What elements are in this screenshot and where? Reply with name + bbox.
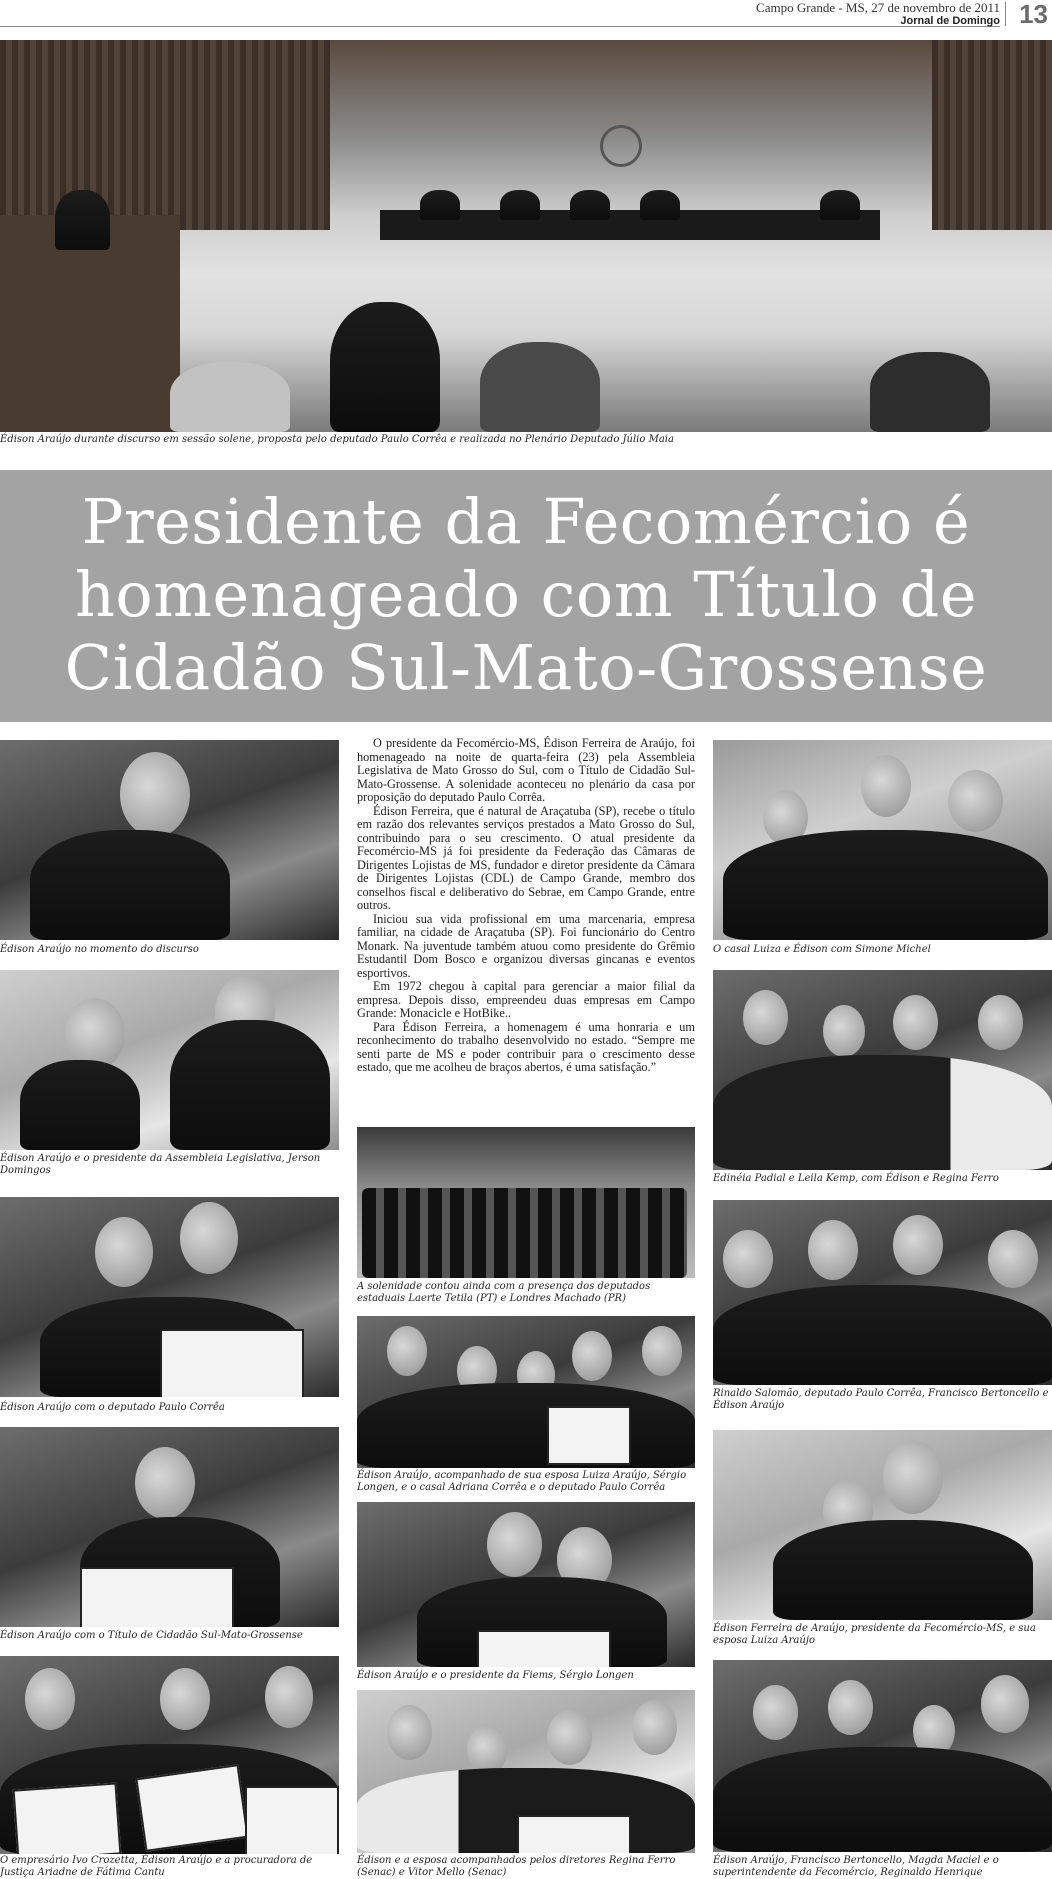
photo-fiems-president	[357, 1502, 695, 1667]
photo-wife-guests	[357, 1316, 695, 1468]
headline-line-1: Presidente da Fecomércio é	[81, 485, 971, 558]
caption-middle-4: Édison e a esposa acompanhados pelos diretores Regina Ferro (Senac) e Vitor Mello (Senac)	[357, 1855, 676, 1878]
caption-right-2: Edinéia Padial e Leila Kemp, com Édison e Regina Ferro	[713, 1173, 999, 1184]
photo-assembly-president	[0, 970, 339, 1150]
caption-right-1: O casal Luiza e Édison com Simone Michel	[713, 944, 931, 955]
article-paragraph: Em 1972 chegou à capital para gerenciar a maior filial da empresa. Depois disso, empreendeu duas empresas em Campo Grande: Monacicle e HotBike..	[357, 979, 695, 1020]
caption-left-2: Édison Araújo e o presidente da Assembleia Legislativa, Jerson Domingos	[0, 1153, 321, 1176]
hero-photo	[0, 40, 1052, 432]
headline-line-2: homenageado com Título de	[74, 558, 978, 631]
page-number: 13	[1019, 0, 1048, 29]
header-separator	[1005, 2, 1006, 26]
photo-bertoncello-maciel	[713, 1660, 1052, 1852]
article-paragraph: Para Édison Ferreira, a homenagem é uma honraria e um reconhecimento do trabalho desenvolvido no estado. “Sempre me senti parte de MS e poder contribuir para o crescimento desse estado, que me acolheu de braços abertos, é uma satisfação.”	[357, 1019, 695, 1074]
caption-middle-2: Édison Araújo, acompanhado de sua esposa Luiza Araújo, Sérgio Longen, e o casal Adriana Corrêa e o deputado Paulo Corrêa	[357, 1470, 687, 1493]
article-paragraph: O presidente da Fecomércio-MS, Édison Ferreira de Araújo, foi homenageado na noite de quarta-feira (23) pela Assembleia Legislativa de Mato Grosso do Sul, com o Título de Cidadão Sul-Mato-Grossense. A solenidade aconteceu no plenário da casa por proposição do deputado Paulo Corrêa.	[357, 736, 695, 804]
caption-right-4: Édison Ferreira de Araújo, presidente da Fecomércio-MS, e sua esposa Luiza Araújo	[713, 1623, 1036, 1646]
photo-rinaldo-salomao	[713, 1200, 1052, 1385]
headline	[0, 485, 1052, 704]
hero-caption: Édison Araújo durante discurso em sessão solene, proposta pelo deputado Paulo Corrêa e realizada no Plenário Deputado Júlio Maia	[0, 434, 674, 445]
photo-paulo-correa	[0, 1197, 339, 1397]
article-paragraph: Iniciou sua vida profissional em uma marcenaria, empresa familiar, na cidade de Araçatuba (SP). Foi funcionário do Centro Monark. Na juventude também atuou como presidente do Grêmio Estudantil Dom Bosco e organizou diversas gincanas e eventos esportivos.	[357, 911, 695, 980]
caption-left-4: Édison Araújo com o Título de Cidadão Sul-Mato-Grossense	[0, 1630, 303, 1641]
caption-left-3: Édison Araújo com o deputado Paulo Corrêa	[0, 1402, 225, 1413]
dateline: Campo Grande - MS, 27 de novembro de 2011	[756, 0, 1000, 15]
headline-line-3: Cidadão Sul-Mato-Grossense	[64, 631, 988, 704]
caption-middle-1: A solenidade contou ainda com a presença dos deputados estaduais Laerte Tetila (PT) e Londres Machado (PR)	[357, 1281, 651, 1304]
newspaper-name: Jornal de Domingo	[900, 15, 1000, 27]
photo-simone-michel	[713, 740, 1052, 940]
article-body	[357, 737, 695, 1075]
caption-right-3: Rinaldo Salomão, deputado Paulo Corrêa, Francisco Bertoncello e Édison Araújo	[713, 1388, 1049, 1411]
caption-middle-3: Édison Araújo e o presidente da Fiems, Sérgio Longen	[357, 1670, 634, 1681]
photo-edison-luiza	[713, 1430, 1052, 1620]
article-paragraph: Édison Ferreira, que é natural de Araçatuba (SP), recebe o título em razão dos relevantes serviços prestados a Mato Grosso do Sul, contribuindo para o seu crescimento. O atual presidente da Fecomércio-MS já foi presidente da Federação das Câmaras de Dirigentes Lojistas de MS, fundador e diretor presidente da Câmara de Dirigentes Lojistas (CDL) de Campo Grande, membro dos conselhos fiscal e deliberativo do Sebrae, em Campo Grande, entre outros.	[357, 803, 695, 912]
photo-ivo-crozetta	[0, 1656, 339, 1854]
photo-senac-directors	[357, 1690, 695, 1853]
photo-edineia-leila	[713, 970, 1052, 1170]
caption-right-5: Édison Araújo, Francisco Bertoncello, Magda Maciel e o superintendente da Fecomércio, Reginaldo Henrique	[713, 1855, 999, 1878]
photo-speech	[0, 740, 339, 940]
photo-group-ceremony	[357, 1127, 695, 1278]
caption-left-5: O empresário Ivo Crozetta, Édison Araújo e a procuradora de Justiça Ariadne de Fátima Cantu	[0, 1855, 313, 1878]
photo-title-certificate	[0, 1427, 339, 1627]
title-banner	[0, 470, 1052, 722]
caption-left-1: Édison Araújo no momento do discurso	[0, 944, 199, 955]
